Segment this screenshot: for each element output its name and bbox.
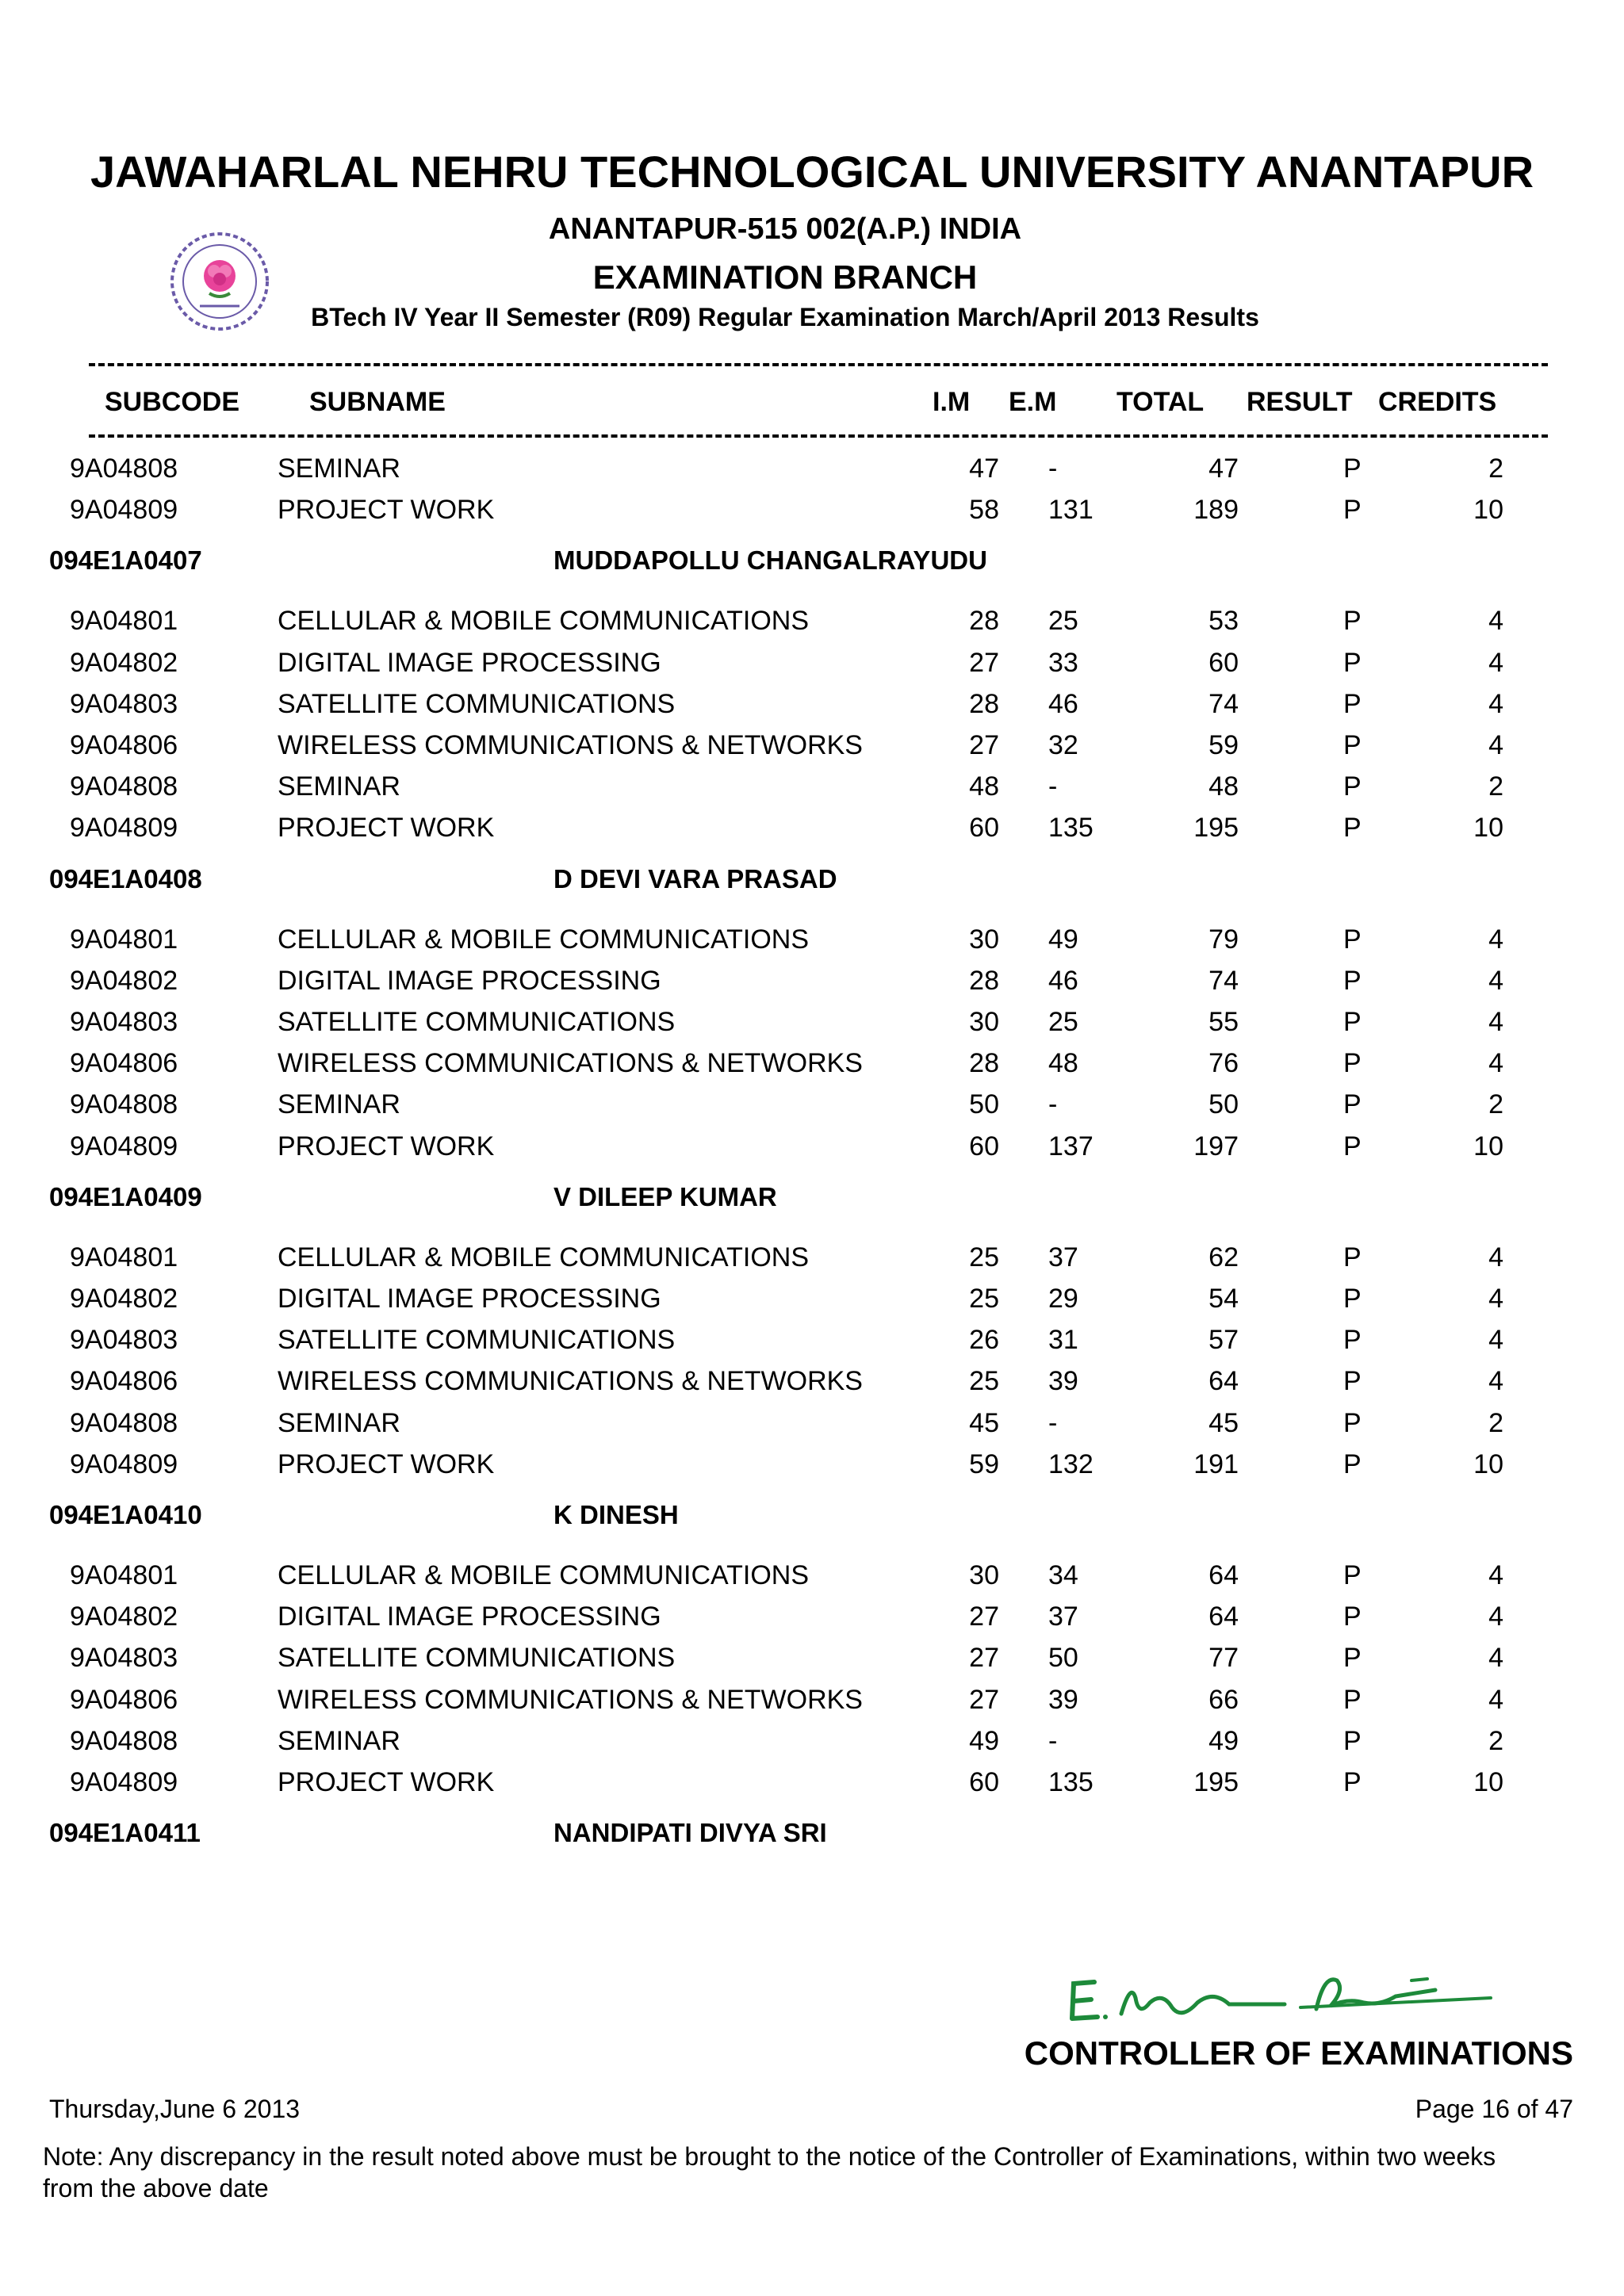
- credits-cell: 2: [1488, 1089, 1503, 1119]
- total-cell: 189: [1193, 495, 1239, 525]
- subname-cell: CELLULAR & MOBILE COMMUNICATIONS: [278, 606, 810, 636]
- credits-cell: 10: [1473, 495, 1503, 525]
- credits-cell: 4: [1488, 648, 1503, 678]
- credits-cell: 2: [1488, 1726, 1503, 1756]
- total-cell: 49: [1208, 1726, 1239, 1756]
- subcode-cell: 9A04802: [70, 966, 178, 996]
- total-cell: 195: [1193, 813, 1239, 843]
- subcode-cell: 9A04801: [70, 1242, 178, 1272]
- subname-cell: DIGITAL IMAGE PROCESSING: [278, 648, 661, 678]
- im-cell: 45: [969, 1408, 999, 1438]
- signature: [1063, 1950, 1507, 2038]
- em-cell: -: [1048, 1726, 1058, 1756]
- credits-cell: 4: [1488, 606, 1503, 636]
- total-cell: 79: [1208, 924, 1239, 955]
- em-cell: 50: [1048, 1643, 1078, 1673]
- subname-cell: WIRELESS COMMUNICATIONS & NETWORKS: [278, 1048, 863, 1078]
- result-cell: P: [1343, 1767, 1362, 1797]
- em-cell: 39: [1048, 1366, 1078, 1396]
- branch-title: EXAMINATION BRANCH: [592, 258, 978, 296]
- result-cell: P: [1343, 1007, 1362, 1037]
- subcode-cell: 9A04801: [70, 924, 178, 955]
- subname-cell: WIRELESS COMMUNICATIONS & NETWORKS: [278, 730, 863, 760]
- em-cell: 46: [1048, 689, 1078, 719]
- result-cell: P: [1343, 1242, 1362, 1272]
- result-cell: P: [1343, 1089, 1362, 1119]
- credits-cell: 4: [1488, 966, 1503, 996]
- page-number: Page 16 of 47: [1415, 2095, 1573, 2123]
- total-cell: 53: [1208, 606, 1239, 636]
- im-cell: 58: [969, 495, 999, 525]
- student-name: D DEVI VARA PRASAD: [553, 864, 837, 894]
- im-cell: 27: [969, 730, 999, 760]
- em-cell: 37: [1048, 1601, 1078, 1632]
- subcode-cell: 9A04809: [70, 813, 178, 843]
- subcode-cell: 9A04808: [70, 771, 178, 802]
- result-cell: P: [1343, 1284, 1362, 1314]
- total-cell: 45: [1208, 1408, 1239, 1438]
- result-cell: P: [1343, 1560, 1362, 1590]
- credits-cell: 10: [1473, 1767, 1503, 1797]
- im-cell: 27: [969, 1601, 999, 1632]
- subname-cell: SEMINAR: [278, 1089, 400, 1119]
- subname-cell: PROJECT WORK: [278, 495, 495, 525]
- result-cell: P: [1343, 1408, 1362, 1438]
- subcode-cell: 9A04808: [70, 1726, 178, 1756]
- subcode-cell: 9A04802: [70, 648, 178, 678]
- subname-cell: PROJECT WORK: [278, 1767, 495, 1797]
- student-id: 094E1A0410: [49, 1500, 202, 1529]
- credits-cell: 10: [1473, 1131, 1503, 1161]
- subname-cell: DIGITAL IMAGE PROCESSING: [278, 1601, 661, 1632]
- em-cell: 34: [1048, 1560, 1078, 1590]
- total-cell: 64: [1208, 1560, 1239, 1590]
- subname-cell: DIGITAL IMAGE PROCESSING: [278, 966, 661, 996]
- credits-cell: 4: [1488, 1007, 1503, 1037]
- subname-cell: SATELLITE COMMUNICATIONS: [278, 689, 676, 719]
- em-cell: 31: [1048, 1325, 1078, 1355]
- im-cell: 28: [969, 966, 999, 996]
- total-cell: 64: [1208, 1366, 1239, 1396]
- student-id: 094E1A0409: [49, 1182, 202, 1211]
- im-cell: 25: [969, 1366, 999, 1396]
- subcode-cell: 9A04809: [70, 1767, 178, 1797]
- student-id: 094E1A0411: [49, 1818, 201, 1847]
- em-cell: 25: [1048, 1007, 1078, 1037]
- credits-cell: 10: [1473, 813, 1503, 843]
- im-cell: 60: [969, 1767, 999, 1797]
- subcode-cell: 9A04808: [70, 453, 178, 484]
- subname-cell: SEMINAR: [278, 453, 400, 484]
- em-cell: 29: [1048, 1284, 1078, 1314]
- im-cell: 30: [969, 924, 999, 955]
- subname-cell: WIRELESS COMMUNICATIONS & NETWORKS: [278, 1366, 863, 1396]
- em-cell: -: [1048, 1089, 1058, 1119]
- result-cell: P: [1343, 771, 1362, 802]
- credits-cell: 4: [1488, 1325, 1503, 1355]
- credits-cell: 4: [1488, 1048, 1503, 1078]
- university-title: JAWAHARLAL NEHRU TECHNOLOGICAL UNIVERSITY ANANTAPUR: [90, 147, 1534, 197]
- subcode-cell: 9A04803: [70, 1643, 178, 1673]
- result-cell: P: [1343, 1685, 1362, 1715]
- footer-note: Note: Any discrepancy in the result noted above must be brought to the notice of the Controller of Examinations, within two weeks from the above date: [43, 2142, 1496, 2202]
- student-name: K DINESH: [553, 1500, 679, 1529]
- total-cell: 74: [1208, 689, 1239, 719]
- result-cell: P: [1343, 813, 1362, 843]
- credits-cell: 2: [1488, 1408, 1503, 1438]
- total-cell: 55: [1208, 1007, 1239, 1037]
- em-cell: 32: [1048, 730, 1078, 760]
- credits-cell: 2: [1488, 453, 1503, 484]
- total-cell: 66: [1208, 1685, 1239, 1715]
- em-cell: -: [1048, 453, 1058, 484]
- credits-cell: 4: [1488, 1242, 1503, 1272]
- header-divider-top: [89, 363, 1548, 366]
- im-cell: 27: [969, 1685, 999, 1715]
- em-cell: 135: [1048, 1767, 1094, 1797]
- im-cell: 30: [969, 1560, 999, 1590]
- result-cell: P: [1343, 689, 1362, 719]
- col-em: E.M: [1009, 387, 1057, 417]
- exam-title: BTech IV Year II Semester (R09) Regular Examination March/April 2013 Results: [311, 303, 1259, 331]
- credits-cell: 4: [1488, 1366, 1503, 1396]
- total-cell: 197: [1193, 1131, 1239, 1161]
- result-cell: P: [1343, 1449, 1362, 1479]
- subcode-cell: 9A04809: [70, 1449, 178, 1479]
- total-cell: 76: [1208, 1048, 1239, 1078]
- em-cell: 48: [1048, 1048, 1078, 1078]
- im-cell: 30: [969, 1007, 999, 1037]
- student-id: 094E1A0407: [49, 545, 202, 575]
- col-subname: SUBNAME: [309, 387, 446, 417]
- col-result: RESULT: [1247, 387, 1353, 417]
- em-cell: 46: [1048, 966, 1078, 996]
- em-cell: 37: [1048, 1242, 1078, 1272]
- subcode-cell: 9A04808: [70, 1408, 178, 1438]
- result-cell: P: [1343, 1366, 1362, 1396]
- result-cell: P: [1343, 1131, 1362, 1161]
- im-cell: 50: [969, 1089, 999, 1119]
- subcode-cell: 9A04809: [70, 495, 178, 525]
- im-cell: 28: [969, 1048, 999, 1078]
- result-cell: P: [1343, 606, 1362, 636]
- em-cell: 39: [1048, 1685, 1078, 1715]
- subcode-cell: 9A04803: [70, 1325, 178, 1355]
- credits-cell: 4: [1488, 1643, 1503, 1673]
- im-cell: 60: [969, 1131, 999, 1161]
- total-cell: 60: [1208, 648, 1239, 678]
- credits-cell: 4: [1488, 689, 1503, 719]
- em-cell: 33: [1048, 648, 1078, 678]
- subcode-cell: 9A04801: [70, 1560, 178, 1590]
- subname-cell: WIRELESS COMMUNICATIONS & NETWORKS: [278, 1685, 863, 1715]
- subname-cell: SEMINAR: [278, 1408, 400, 1438]
- subcode-cell: 9A04806: [70, 1366, 178, 1396]
- subcode-cell: 9A04801: [70, 606, 178, 636]
- em-cell: 132: [1048, 1449, 1094, 1479]
- credits-cell: 4: [1488, 730, 1503, 760]
- print-date: Thursday,June 6 2013: [49, 2095, 301, 2123]
- subname-cell: SATELLITE COMMUNICATIONS: [278, 1643, 676, 1673]
- result-cell: P: [1343, 1726, 1362, 1756]
- result-cell: P: [1343, 495, 1362, 525]
- university-logo: [168, 230, 271, 333]
- subcode-cell: 9A04806: [70, 1685, 178, 1715]
- total-cell: 64: [1208, 1601, 1239, 1632]
- subcode-cell: 9A04802: [70, 1284, 178, 1314]
- im-cell: 25: [969, 1284, 999, 1314]
- result-cell: P: [1343, 1601, 1362, 1632]
- credits-cell: 4: [1488, 1601, 1503, 1632]
- result-cell: P: [1343, 730, 1362, 760]
- subcode-cell: 9A04808: [70, 1089, 178, 1119]
- im-cell: 49: [969, 1726, 999, 1756]
- result-cell: P: [1343, 966, 1362, 996]
- total-cell: 77: [1208, 1643, 1239, 1673]
- student-id: 094E1A0408: [49, 864, 202, 894]
- total-cell: 50: [1208, 1089, 1239, 1119]
- em-cell: 137: [1048, 1131, 1094, 1161]
- im-cell: 48: [969, 771, 999, 802]
- subname-cell: CELLULAR & MOBILE COMMUNICATIONS: [278, 1560, 810, 1590]
- total-cell: 48: [1208, 771, 1239, 802]
- total-cell: 195: [1193, 1767, 1239, 1797]
- subname-cell: SATELLITE COMMUNICATIONS: [278, 1325, 676, 1355]
- im-cell: 47: [969, 453, 999, 484]
- subname-cell: PROJECT WORK: [278, 1449, 495, 1479]
- total-cell: 47: [1208, 453, 1239, 484]
- im-cell: 27: [969, 1643, 999, 1673]
- col-total: TOTAL: [1116, 387, 1205, 417]
- credits-cell: 2: [1488, 771, 1503, 802]
- em-cell: -: [1048, 771, 1058, 802]
- subname-cell: CELLULAR & MOBILE COMMUNICATIONS: [278, 1242, 810, 1272]
- total-cell: 191: [1193, 1449, 1239, 1479]
- header-divider-bottom: [89, 434, 1548, 438]
- subname-cell: SEMINAR: [278, 771, 400, 802]
- credits-cell: 4: [1488, 924, 1503, 955]
- controller-title: CONTROLLER OF EXAMINATIONS: [1024, 2034, 1573, 2072]
- col-im: I.M: [933, 387, 971, 417]
- subcode-cell: 9A04803: [70, 689, 178, 719]
- credits-cell: 10: [1473, 1449, 1503, 1479]
- result-cell: P: [1343, 648, 1362, 678]
- result-cell: P: [1343, 924, 1362, 955]
- im-cell: 28: [969, 606, 999, 636]
- im-cell: 26: [969, 1325, 999, 1355]
- im-cell: 59: [969, 1449, 999, 1479]
- em-cell: 25: [1048, 606, 1078, 636]
- address: ANANTAPUR-515 002(A.P.) INDIA: [548, 212, 1022, 246]
- total-cell: 59: [1208, 730, 1239, 760]
- im-cell: 27: [969, 648, 999, 678]
- im-cell: 28: [969, 689, 999, 719]
- subcode-cell: 9A04803: [70, 1007, 178, 1037]
- subname-cell: SEMINAR: [278, 1726, 400, 1756]
- total-cell: 57: [1208, 1325, 1239, 1355]
- credits-cell: 4: [1488, 1284, 1503, 1314]
- total-cell: 74: [1208, 966, 1239, 996]
- credits-cell: 4: [1488, 1685, 1503, 1715]
- im-cell: 25: [969, 1242, 999, 1272]
- em-cell: -: [1048, 1408, 1058, 1438]
- subcode-cell: 9A04806: [70, 730, 178, 760]
- subname-cell: SATELLITE COMMUNICATIONS: [278, 1007, 676, 1037]
- em-cell: 131: [1048, 495, 1094, 525]
- subcode-cell: 9A04806: [70, 1048, 178, 1078]
- credits-cell: 4: [1488, 1560, 1503, 1590]
- im-cell: 60: [969, 813, 999, 843]
- result-cell: P: [1343, 453, 1362, 484]
- result-cell: P: [1343, 1048, 1362, 1078]
- subname-cell: PROJECT WORK: [278, 813, 495, 843]
- total-cell: 54: [1208, 1284, 1239, 1314]
- em-cell: 49: [1048, 924, 1078, 955]
- col-credits: CREDITS: [1378, 387, 1497, 417]
- subname-cell: CELLULAR & MOBILE COMMUNICATIONS: [278, 924, 810, 955]
- result-cell: P: [1343, 1325, 1362, 1355]
- em-cell: 135: [1048, 813, 1094, 843]
- subcode-cell: 9A04802: [70, 1601, 178, 1632]
- total-cell: 62: [1208, 1242, 1239, 1272]
- result-cell: P: [1343, 1643, 1362, 1673]
- col-subcode: SUBCODE: [105, 387, 240, 417]
- student-name: MUDDAPOLLU CHANGALRAYUDU: [553, 545, 987, 575]
- subname-cell: PROJECT WORK: [278, 1131, 495, 1161]
- subcode-cell: 9A04809: [70, 1131, 178, 1161]
- student-name: V DILEEP KUMAR: [553, 1182, 777, 1211]
- subname-cell: DIGITAL IMAGE PROCESSING: [278, 1284, 661, 1314]
- student-name: NANDIPATI DIVYA SRI: [553, 1818, 827, 1847]
